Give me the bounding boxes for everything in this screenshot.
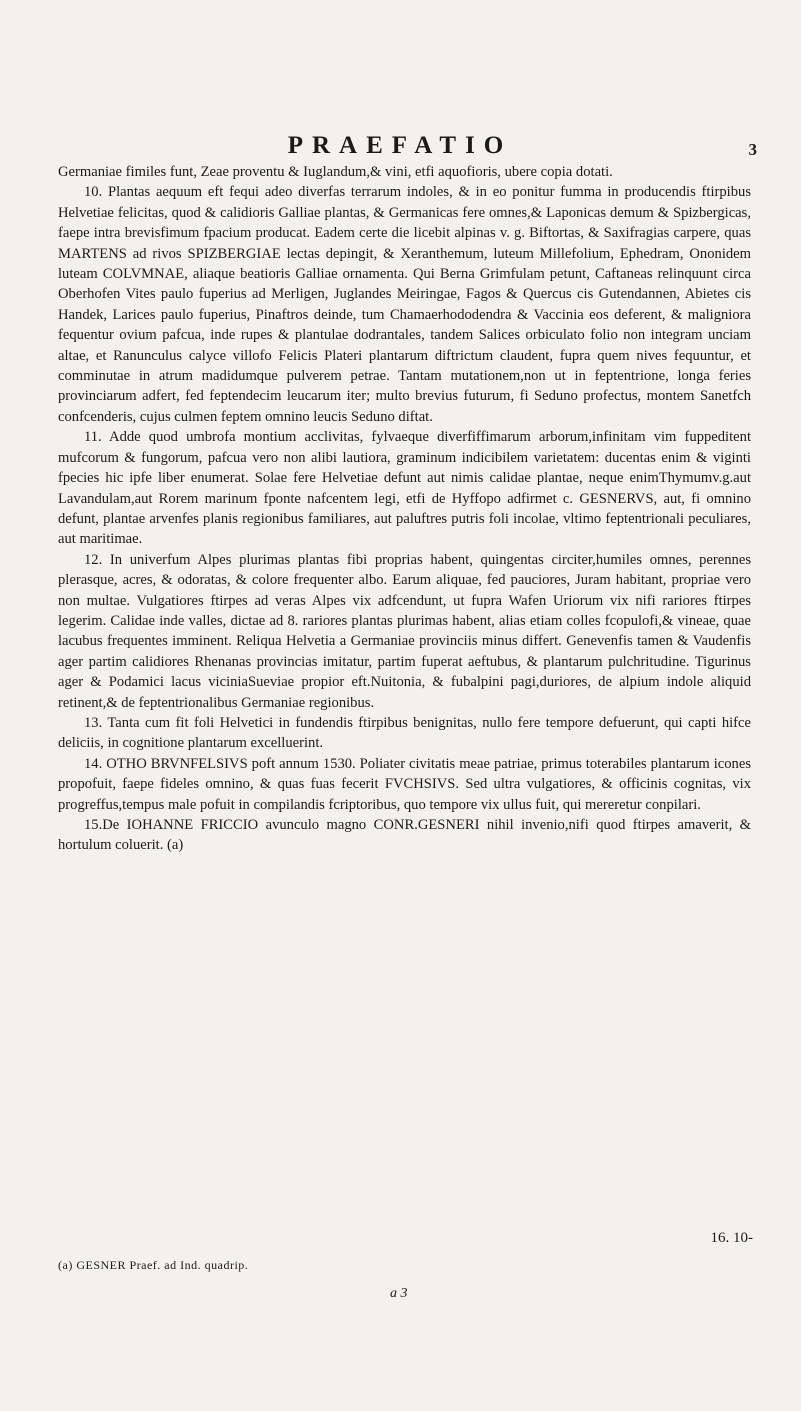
paragraph-13: 13. Tanta cum fit foli Helvetici in fundendis ftirpibus benignitas, nullo fere tempore defuerunt, qui capti hifce deliciis, in cognitione plantarum excelluerint.	[58, 714, 751, 752]
page-header-title: PRAEFATIO	[287, 132, 513, 159]
footnote: (a) GESNER Praef. ad Ind. quadrip.	[58, 1258, 249, 1272]
paragraph-11: 11. Adde quod umbrofa montium acclivitas, fylvaeque diverfiffimarum arborum,infinitam vim fuppeditent mufcorum & fungorum, pafcua vero non alibi lautiora, graminum indicibilem varietatem: ducentas enim & viginti fpecies hic ipfe liber enumerat. Solae fere Helvetiae defunt aut nimis calidae plantae, neque enimThymumv.g.aut Lavandulam,aut Rorem marinum fponte nafcentem legi, etfi de Hyffopo adfirmet c. GESNERVS, aut, fi omnino defunt, plantae arvenfes planis regionibus familiares, aut paluftres putris foli incolae, vltimo feptentrionali peculiares, aut maritimae.	[58, 429, 751, 548]
paragraph-14: 14. OTHO BRVNFELSIVS poft annum 1530. Poliater civitatis meae patriae, primus toterabiles plantarum icones propofuit, faepe fideles omnino, & quas fuas fecerit FVCHSIVS. Sed ultra vulgatiores, & officinis cognitas, vix progreffus,tempus male pofuit in compilandis fcriptoribus, quo tempore vix ullus fuit, qui mereretur conpilari.	[58, 755, 751, 813]
signature-mark: a 3	[390, 1286, 408, 1301]
paragraph-12: 12. In univerfum Alpes plurimas plantas fibi proprias habent, quingentas circiter,humiles omnes, perennes plerasque, acres, & odoratas, & colore frequenter albo. Earum aliquae, fed pauciores, Juram habitant, propriae vero non multae. Vulgatiores ftirpes ad veras Alpes vix adfcendunt, ut fupra Wafen Uriorum vix nifi rariores ftirpes legerim. Calidae inde valles, dictae ad 8. rariores plantas plurimas habent, alias etiam colles fcopulofi,& vineae, quae lacubus frequentes imminent. Reliqua Helvetia a Germaniae provinciis minus differt. Genevenfis tamen & Vaudenfis ager partim calidiores Rhenanas provincias imitatur, partim fuperat aeftubus, & plantarum pulchritudine. Tigurinus ager & Podamici lacus viciniaSueviae propior eft.Nuitonia, & fubalpini pagi,duriores, de alpium indole aliquid retinent,& de feptentrionalibus Germaniae regionibus.	[58, 551, 751, 711]
paragraph-intro: Germaniae fimiles funt, Zeae proventu & Iuglandum,& vini, etfi aquofioris, ubere copia dotati.	[58, 164, 613, 180]
catchword: 16. 10-	[710, 1230, 753, 1246]
page-number: 3	[748, 140, 757, 159]
main-text	[58, 162, 751, 856]
paragraph-15: 15.De IOHANNE FRICCIO avunculo magno CONR.GESNERI nihil invenio,nifi quod ftirpes amaverit, & hortulum coluerit. (a)	[58, 817, 751, 854]
paragraph-10: 10. Plantas aequum eft fequi adeo diverfas terrarum indoles, & in eo ponitur fumma in producendis ftirpibus Helvetiae felicitas, quod & calidioris Galliae plantas, & Germanicas fere omnes,& Laponicas demum & Spizbergicas, faepe intra brevisfimum fpacium producat. Eadem certe die licebit alpinas v. g. Biftortas, & Saxifragias carpere, quas MARTENS ad rivos SPIZBERGIAE lectas depingit, & Xeranthemum, luteum Millefolium, Ephedram, Ononidem luteam COLVMNAE, aliaque beatioris Galliae ornamenta. Qui Berna Grimfulam petunt, Caftaneas relinquunt circa Oberhofen Vites paulo fuperius ad Merligen, Juglandes Meiringae, Fagos & Quercus cis Gutendannen, Abietes cis Handek, Larices paulo fuperius, Pinaftros deinde, tum Chamaerhododendra & Vaccinia eos deferent, & maligniora fequentur ovium pafcua, inde rupes & plantulae dodrantales, tandem Salices orbiculato folio non integram unciam altae, et Ranunculus calyce villofo Felicis Plateri plantarum diftrictum claudent, fupra quem nives fequuntur, et comminutae in atrum madidumque pulverem petrae. Tantam mutationem,non ut in feptentrione, longa feries provinciarum adfert, fed feptendecim leucarum iter; multo brevius futurum, fi Seduno profectus, montem Sanetfch confcenderis, cujus culmen feptem omnino leucis Seduno diftat.	[58, 184, 751, 425]
